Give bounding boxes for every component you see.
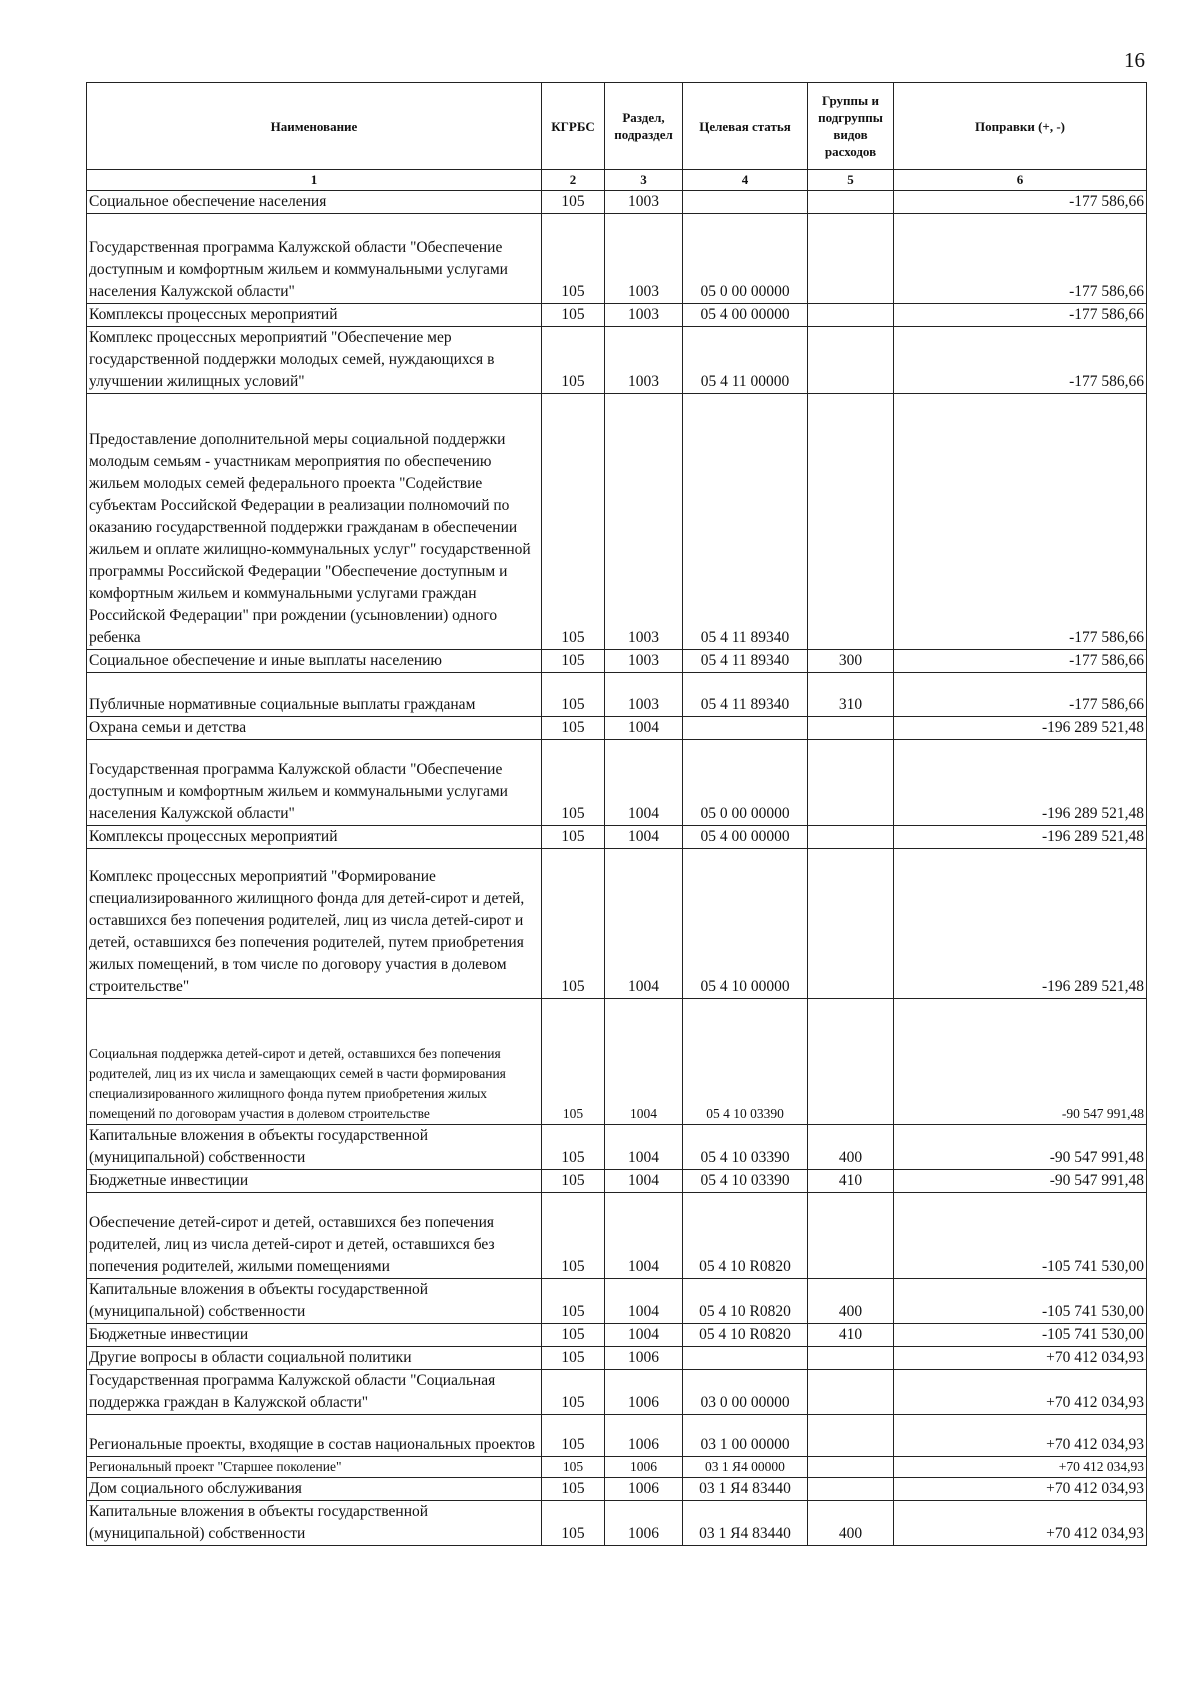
row-section: 1004 [605,1193,683,1279]
row-section: 1006 [605,1347,683,1370]
row-section: 1003 [605,650,683,673]
row-amount: +70 412 034,93 [894,1478,1147,1501]
row-name: Дом социального обслуживания [87,1478,542,1501]
header-section: Раздел, подраздел [605,83,683,170]
row-section: 1003 [605,394,683,650]
table-row [87,1125,1147,1170]
row-group [808,304,894,327]
row-name: Государственная программа Калужской области "Обеспечение доступным и комфортным жильем и коммунальными услугами населения Калужской области" [87,214,542,304]
table-row [87,191,1147,214]
table-row [87,1478,1147,1501]
table-row [87,849,1147,999]
table-row [87,1370,1147,1415]
row-target: 05 4 11 89340 [683,650,808,673]
table-row [87,650,1147,673]
table-row [87,304,1147,327]
row-group [808,191,894,214]
row-section: 1006 [605,1478,683,1501]
column-number: 4 [683,170,808,191]
row-amount: -105 741 530,00 [894,1324,1147,1347]
row-kgrbs: 105 [542,1347,605,1370]
row-section: 1004 [605,1125,683,1170]
row-kgrbs: 105 [542,650,605,673]
row-group [808,999,894,1125]
row-section: 1003 [605,214,683,304]
column-number: 5 [808,170,894,191]
row-kgrbs: 105 [542,191,605,214]
row-section: 1006 [605,1415,683,1457]
row-kgrbs: 105 [542,1501,605,1546]
row-name: Охрана семьи и детства [87,717,542,740]
row-group [808,1370,894,1415]
row-section: 1004 [605,740,683,826]
column-number-row [87,170,1147,191]
row-amount: +70 412 034,93 [894,1415,1147,1457]
row-section: 1003 [605,191,683,214]
row-name: Социальное обеспечение населения [87,191,542,214]
header-target: Целевая статья [683,83,808,170]
row-target [683,717,808,740]
row-kgrbs: 105 [542,673,605,717]
row-kgrbs: 105 [542,1370,605,1415]
row-target: 03 1 Я4 00000 [683,1457,808,1478]
row-name: Региональные проекты, входящие в состав национальных проектов [87,1415,542,1457]
row-name: Государственная программа Калужской области "Социальная поддержка граждан в Калужской области" [87,1370,542,1415]
row-kgrbs: 105 [542,1415,605,1457]
row-name: Комплекс процессных мероприятий "Обеспечение мер государственной поддержки молодых семей, нуждающихся в улучшении жилищных условий" [87,327,542,394]
row-name: Капитальные вложения в объекты государственной (муниципальной) собственности [87,1501,542,1546]
row-group: 400 [808,1279,894,1324]
table-row [87,1415,1147,1457]
table-row [87,1324,1147,1347]
row-group: 300 [808,650,894,673]
row-name: Бюджетные инвестиции [87,1324,542,1347]
row-section: 1004 [605,717,683,740]
budget-table [86,82,1147,1546]
row-amount: -177 586,66 [894,394,1147,650]
row-amount: -177 586,66 [894,650,1147,673]
row-amount: -90 547 991,48 [894,1125,1147,1170]
row-name: Публичные нормативные социальные выплаты гражданам [87,673,542,717]
table-row [87,214,1147,304]
row-name: Государственная программа Калужской области "Обеспечение доступным и комфортным жильем и коммунальными услугами населения Калужской области" [87,740,542,826]
row-target: 05 4 11 89340 [683,394,808,650]
row-section: 1006 [605,1457,683,1478]
row-amount: -196 289 521,48 [894,849,1147,999]
row-target: 05 0 00 00000 [683,740,808,826]
row-group [808,1347,894,1370]
row-name: Капитальные вложения в объекты государственной (муниципальной) собственности [87,1125,542,1170]
row-kgrbs: 105 [542,394,605,650]
row-amount: -177 586,66 [894,214,1147,304]
row-amount: -90 547 991,48 [894,999,1147,1125]
table-row [87,327,1147,394]
row-group [808,717,894,740]
row-kgrbs: 105 [542,740,605,826]
row-section: 1004 [605,1279,683,1324]
row-amount: +70 412 034,93 [894,1370,1147,1415]
row-name: Социальное обеспечение и иные выплаты населению [87,650,542,673]
row-name: Бюджетные инвестиции [87,1170,542,1193]
row-kgrbs: 105 [542,327,605,394]
table-row [87,1193,1147,1279]
row-target: 03 1 Я4 83440 [683,1501,808,1546]
row-group [808,740,894,826]
page-number: 16 [1124,48,1145,72]
row-group [808,214,894,304]
row-amount: -177 586,66 [894,304,1147,327]
row-amount: -105 741 530,00 [894,1193,1147,1279]
row-target: 05 4 10 00000 [683,849,808,999]
row-kgrbs: 105 [542,1324,605,1347]
row-name: Комплексы процессных мероприятий [87,304,542,327]
row-kgrbs: 105 [542,304,605,327]
row-group: 310 [808,673,894,717]
row-amount: -90 547 991,48 [894,1170,1147,1193]
table-row [87,394,1147,650]
row-amount: -196 289 521,48 [894,826,1147,849]
column-number: 1 [87,170,542,191]
row-target: 05 4 11 89340 [683,673,808,717]
row-amount: -177 586,66 [894,673,1147,717]
row-group: 400 [808,1501,894,1546]
row-target: 03 0 00 00000 [683,1370,808,1415]
row-amount: -177 586,66 [894,327,1147,394]
row-kgrbs: 105 [542,1279,605,1324]
row-target: 05 4 10 R0820 [683,1324,808,1347]
table-row [87,1501,1147,1546]
row-group [808,327,894,394]
row-section: 1004 [605,826,683,849]
row-name: Другие вопросы в области социальной политики [87,1347,542,1370]
table-row [87,1279,1147,1324]
row-section: 1004 [605,849,683,999]
row-group [808,1415,894,1457]
row-target: 05 4 10 03390 [683,1170,808,1193]
row-kgrbs: 105 [542,717,605,740]
row-section: 1004 [605,1170,683,1193]
row-section: 1003 [605,327,683,394]
header-group: Группы и подгруппы видов расходов [808,83,894,170]
row-kgrbs: 105 [542,849,605,999]
row-amount: +70 412 034,93 [894,1347,1147,1370]
row-amount: -196 289 521,48 [894,717,1147,740]
column-number: 3 [605,170,683,191]
row-target: 05 4 10 R0820 [683,1193,808,1279]
row-amount: -177 586,66 [894,191,1147,214]
table-body [87,191,1147,1546]
table-row [87,826,1147,849]
row-target: 03 1 00 00000 [683,1415,808,1457]
row-group: 400 [808,1125,894,1170]
row-amount: -105 741 530,00 [894,1279,1147,1324]
header-name: Наименование [87,83,542,170]
row-amount: +70 412 034,93 [894,1457,1147,1478]
row-section: 1004 [605,999,683,1125]
row-kgrbs: 105 [542,1193,605,1279]
row-amount: +70 412 034,93 [894,1501,1147,1546]
row-group [808,1457,894,1478]
row-target: 05 4 11 00000 [683,327,808,394]
row-section: 1006 [605,1501,683,1546]
row-kgrbs: 105 [542,1170,605,1193]
row-name: Комплекс процессных мероприятий "Формирование специализированного жилищного фонда для детей-сирот и детей, оставшихся без попечения родителей, лиц из числа детей-сирот и детей, оставшихся без попечения родителей, путем приобретения жилых помещений, в том числе по договору участия в долевом строительстве" [87,849,542,999]
row-kgrbs: 105 [542,214,605,304]
row-target: 05 4 00 00000 [683,304,808,327]
row-kgrbs: 105 [542,999,605,1125]
row-target: 05 4 10 03390 [683,999,808,1125]
row-target: 03 1 Я4 83440 [683,1478,808,1501]
row-name: Социальная поддержка детей-сирот и детей, оставшихся без попечения родителей, лиц из их числа и замещающих семей в части формирования специализированного жилищного фонда путем приобретения жилых помещений по договорам участия в долевом строительстве [87,999,542,1125]
column-number: 2 [542,170,605,191]
table-header-row [87,83,1147,170]
row-target [683,1347,808,1370]
row-target [683,191,808,214]
table-row [87,1347,1147,1370]
row-target: 05 4 00 00000 [683,826,808,849]
row-group [808,1478,894,1501]
row-group: 410 [808,1324,894,1347]
row-name: Капитальные вложения в объекты государственной (муниципальной) собственности [87,1279,542,1324]
row-name: Предоставление дополнительной меры социальной поддержки молодым семьям - участникам мероприятия по обеспечению жильем молодых семей федерального проекта "Содействие субъектам Российской Федерации в реализации полномочий по оказанию государственной поддержки гражданам в обеспечении жильем и оплате жилищно-коммунальных услуг" государственной программы Российской Федерации "Обеспечение доступным и комфортным жильем и коммунальными услугами граждан Российской Федерации" при рождении (усыновлении) одного ребенка [87,394,542,650]
row-section: 1004 [605,1324,683,1347]
row-amount: -196 289 521,48 [894,740,1147,826]
header-kgrbs: КГРБС [542,83,605,170]
table-row [87,673,1147,717]
row-group [808,849,894,999]
row-group: 410 [808,1170,894,1193]
table-row [87,1457,1147,1478]
row-section: 1003 [605,304,683,327]
row-target: 05 4 10 03390 [683,1125,808,1170]
row-group [808,826,894,849]
row-kgrbs: 105 [542,826,605,849]
row-kgrbs: 105 [542,1125,605,1170]
column-number: 6 [894,170,1147,191]
header-amount: Поправки (+, -) [894,83,1147,170]
table-row [87,1170,1147,1193]
row-group [808,394,894,650]
table-row [87,740,1147,826]
row-kgrbs: 105 [542,1478,605,1501]
row-kgrbs: 105 [542,1457,605,1478]
row-target: 05 4 10 R0820 [683,1279,808,1324]
row-name: Комплексы процессных мероприятий [87,826,542,849]
row-name: Региональный проект "Старшее поколение" [87,1457,542,1478]
row-section: 1003 [605,673,683,717]
row-target: 05 0 00 00000 [683,214,808,304]
row-section: 1006 [605,1370,683,1415]
table-row [87,999,1147,1125]
table-row [87,717,1147,740]
row-name: Обеспечение детей-сирот и детей, оставшихся без попечения родителей, лиц из числа детей-сирот и детей, оставшихся без попечения родителей, жилыми помещениями [87,1193,542,1279]
row-group [808,1193,894,1279]
